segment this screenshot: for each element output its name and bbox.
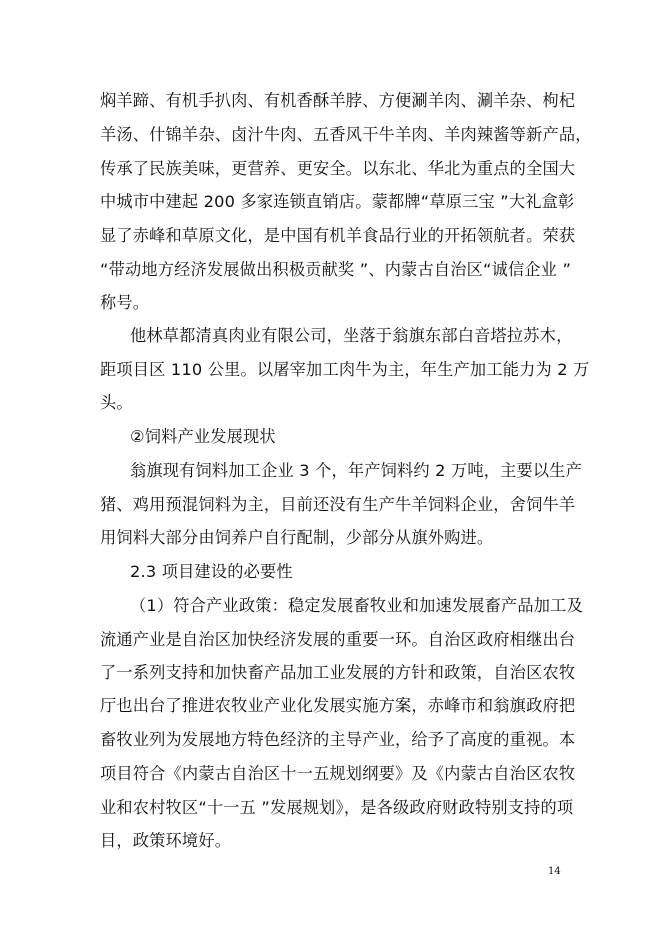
paragraph-line: 他林草都清真肉业有限公司，坐落于翁旗东部白音塔拉苏木，	[130, 326, 573, 345]
paragraph-line: 传承了民族美味，更营养、更安全。以东北、华北为重点的全国大	[100, 159, 576, 178]
paragraph-line: 业和农村牧区“十一五 ”发展规划》，是各级政府财政特别支持的项	[100, 798, 574, 817]
paragraph-line: 称号。	[100, 293, 150, 312]
paragraph-line: 距项目区 110 公里。以屠宰加工肉牛为主，年生产加工能力为 2 万	[100, 360, 590, 379]
paragraph-line: 中城市中建起 200 多家连锁直销店。蒙都牌“草原三宝 ”大礼盒彰	[100, 192, 575, 211]
paragraph-line: 羊汤、什锦羊杂、卤汁牛肉、五香风干牛羊肉、羊肉辣酱等新产品，	[100, 125, 592, 144]
page-number: 14	[548, 866, 561, 877]
paragraph-line: 目，政策环境好。	[100, 831, 232, 850]
section-heading: ②饲料产业发展现状	[130, 427, 276, 446]
paragraph-line: 厅也出台了推进农牧业产业化发展实施方案，赤峰市和翁旗政府把	[100, 696, 576, 715]
paragraph-line: “带动地方经济发展做出积极贡献奖 ”、内蒙古自治区“诚信企业 ”	[100, 260, 572, 279]
paragraph-line: 了一系列支持和加快畜产品加工业发展的方针和政策，自治区农牧	[100, 663, 576, 682]
paragraph-line: 焖羊蹄、有机手扒肉、有机香酥羊脖、方便涮羊肉、涮羊杂、枸杞	[100, 91, 576, 110]
paragraph-line: 翁旗现有饲料加工企业 3 个，年产饲料约 2 万吨，主要以生产	[130, 461, 583, 480]
paragraph-line: 显了赤峰和草原文化，是中国有机羊食品行业的开拓领航者。荣获	[100, 226, 576, 245]
paragraph-line: 畜牧业列为发展地方特色经济的主导产业，给予了高度的重视。本	[100, 730, 576, 749]
paragraph-line: 用饲料大部分由饲养户自行配制，少部分从旗外购进。	[100, 528, 494, 547]
paragraph-line: 流通产业是自治区加快经济发展的重要一环。自治区政府相继出台	[100, 630, 576, 649]
paragraph-line: 猪、鸡用预混饲料为主，目前还没有生产牛羊饲料企业，舍饲牛羊	[100, 495, 576, 514]
section-heading: 2.3 项目建设的必要性	[130, 562, 293, 581]
paragraph-line: 头。	[100, 393, 133, 412]
paragraph-line: （1）符合产业政策：稳定发展畜牧业和加速发展畜产品加工及	[130, 596, 583, 615]
paragraph-line: 项目符合《内蒙古自治区十一五规划纲要》及《内蒙古自治区农牧	[100, 764, 576, 783]
